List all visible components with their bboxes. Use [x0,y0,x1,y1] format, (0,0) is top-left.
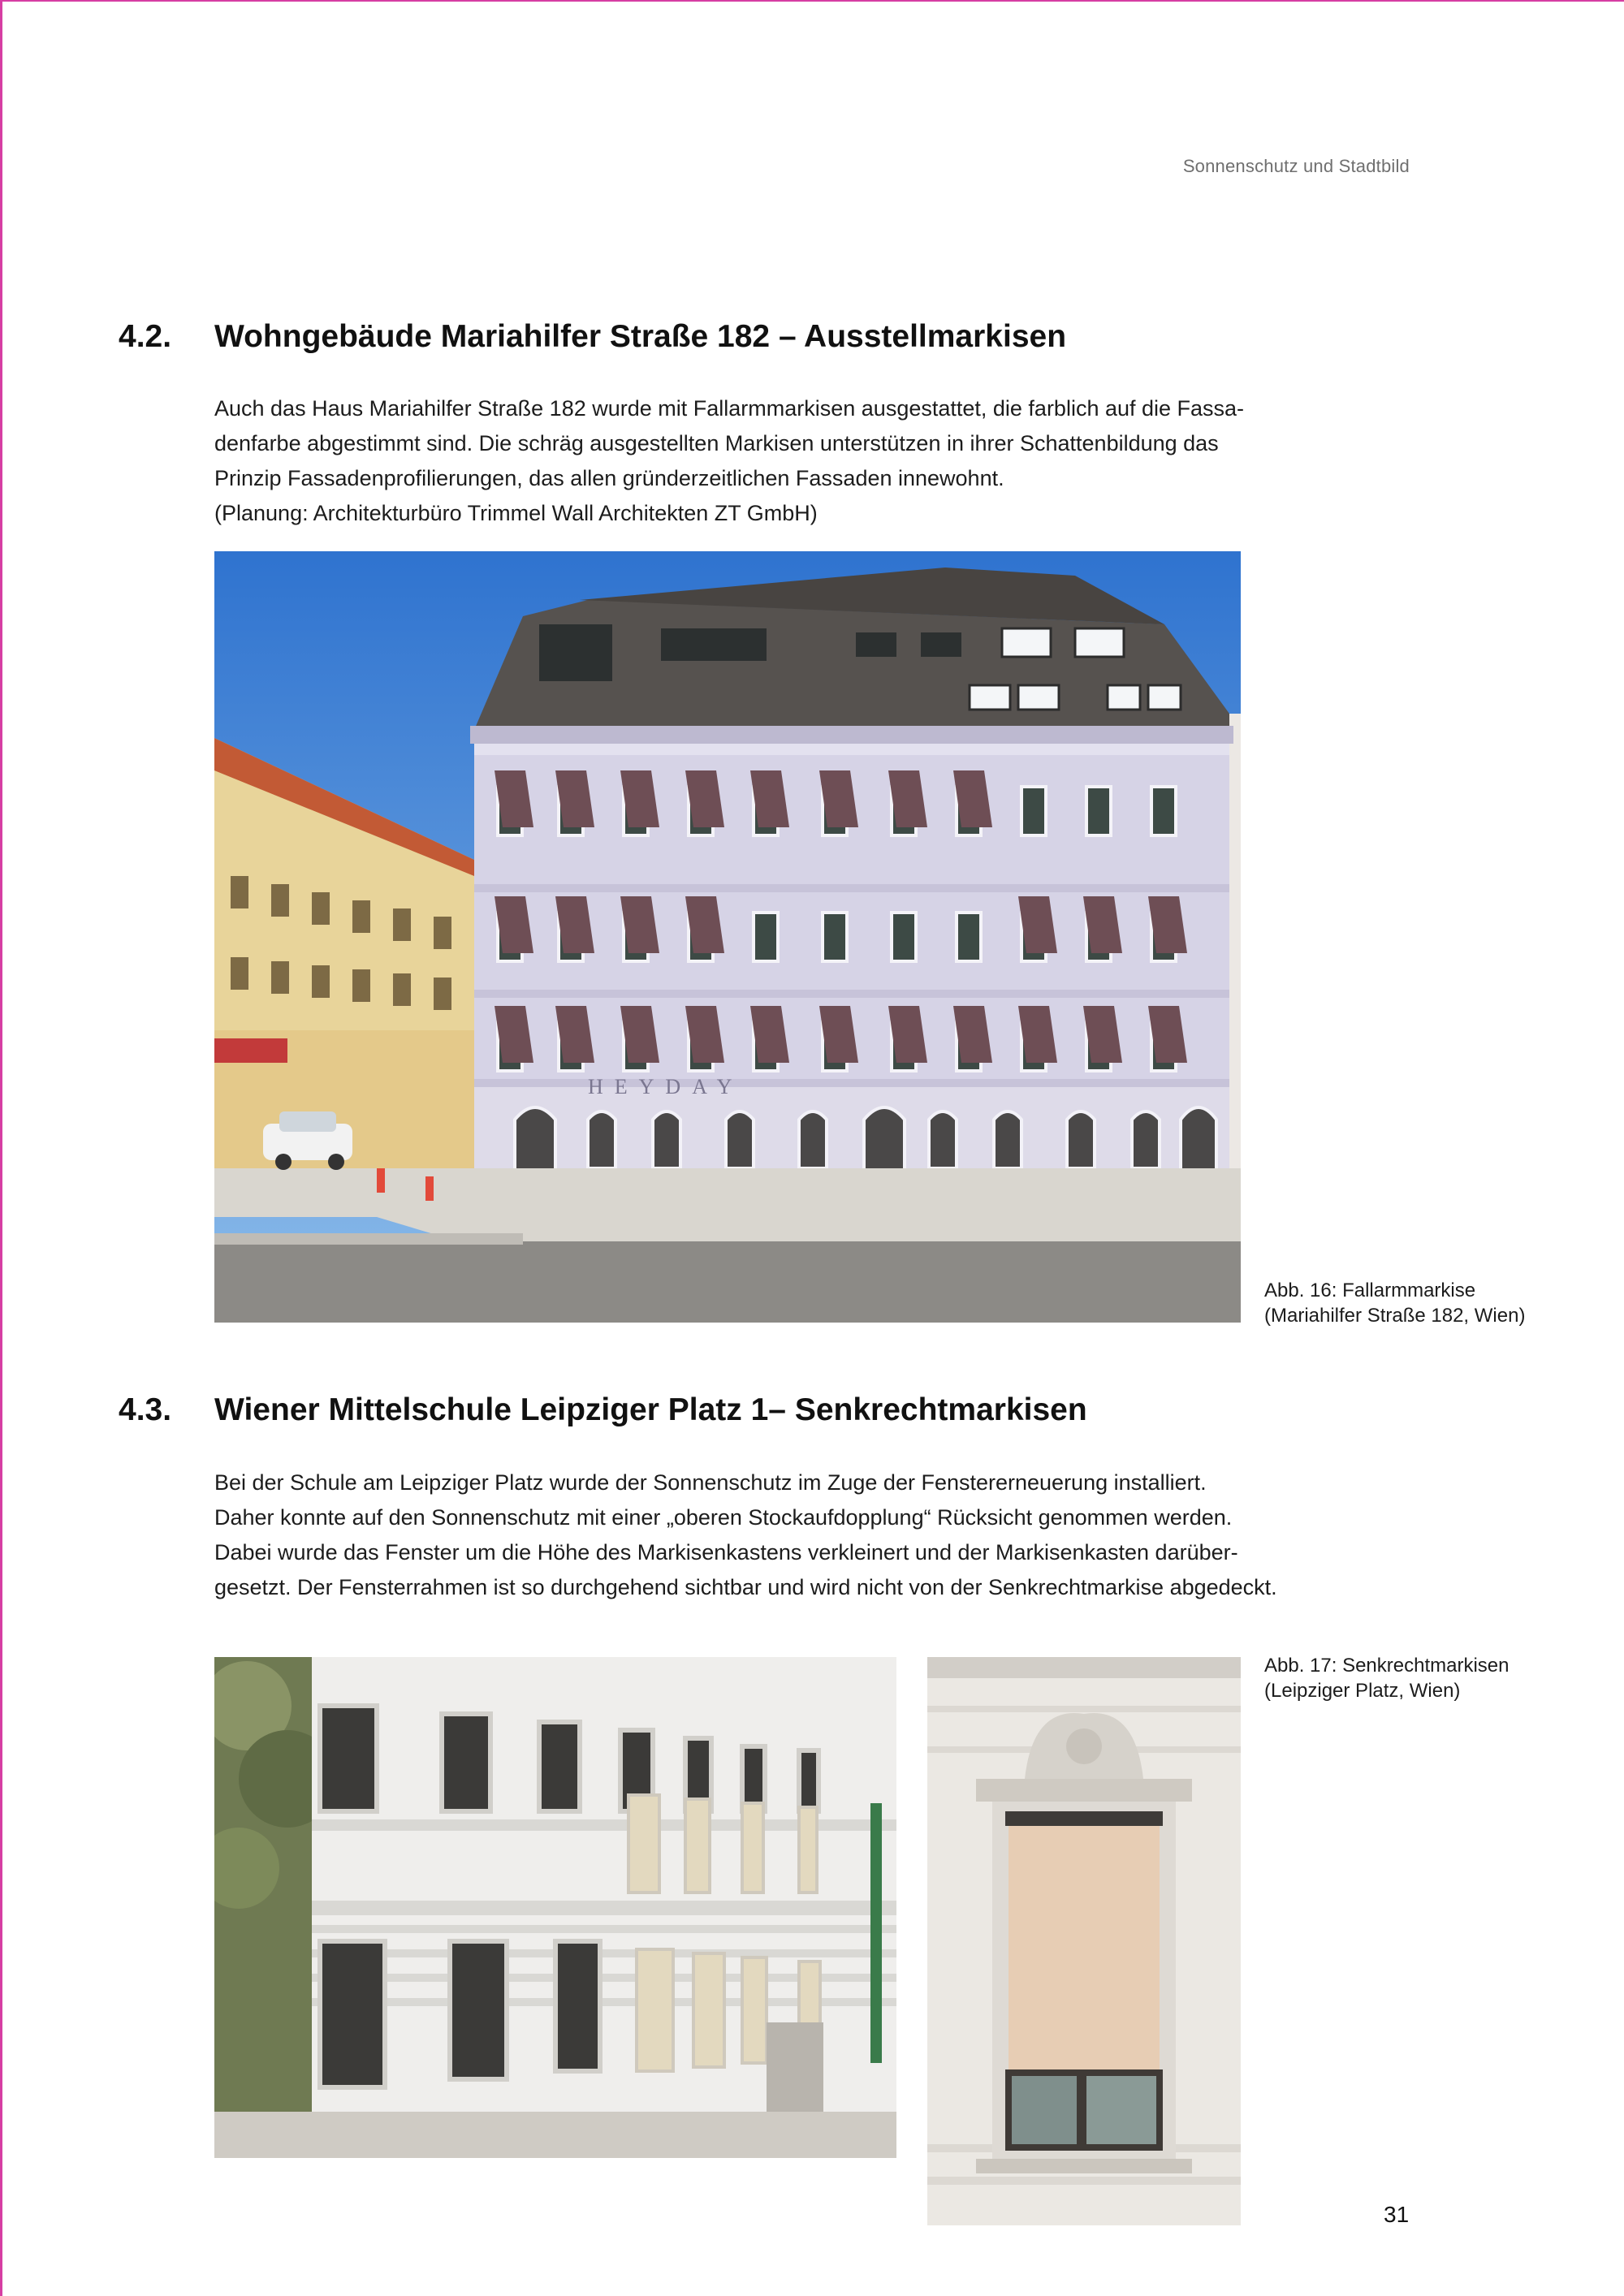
school-facade-photo [214,1657,896,2158]
section-number: 4.3. [119,1392,172,1427]
paragraph-line: denfarbe abgestimmt sind. Die schräg ausgestellten Markisen unterstützen in ihrer Schattenbildung das [214,431,1219,455]
paragraph-line: Auch das Haus Mariahilfer Straße 182 wurde mit Fallarmmarkisen ausgestattet, die farblich auf die Fassa- [214,396,1245,421]
page-edge-marker [0,0,2,2296]
facade-window [754,913,778,961]
section-paragraph [214,391,1294,531]
section-paragraph [214,1465,1294,1605]
facade-window [823,913,847,961]
caption-line: (Leipziger Platz, Wien) [1264,1680,1461,1702]
figure-caption-16 [1264,1278,1525,1328]
paragraph-line: Dabei wurde das Fenster um die Höhe des Markisenkastens verkleinert und der Markisenkasten darüber- [214,1540,1238,1564]
facade-window [892,913,916,961]
facade-window [1086,787,1111,835]
figure-caption-17 [1264,1653,1510,1703]
photo-sign-heyday: HEYDAY [588,1075,744,1098]
running-head: Sonnenschutz und Stadtbild [1182,156,1410,176]
section-title: Wohngebäude Mariahilfer Straße 182 – Ausstellmarkisen [214,319,1067,354]
facade-window [957,913,981,961]
facade-window [1021,787,1046,835]
paragraph-line: gesetzt. Der Fensterrahmen ist so durchgehend sichtbar und wird nicht von der Senkrechtmarkise abgedeckt. [214,1575,1277,1599]
caption-line: Abb. 16: Fallarmmarkise [1264,1280,1476,1301]
paragraph-line: (Planung: Architekturbüro Trimmel Wall Architekten ZT GmbH) [214,501,818,525]
facade-window [1151,787,1176,835]
section-number: 4.2. [119,319,172,354]
paragraph-line: Daher konnte auf den Sonnenschutz mit einer „oberen Stockaufdopplung“ Rücksicht genommen werden. [214,1505,1233,1530]
window-awning-photo [927,1657,1241,2225]
page-edge-marker-top [0,0,1624,2]
paragraph-line: Bei der Schule am Leipziger Platz wurde der Sonnenschutz im Zuge der Fenstererneuerung installiert. [214,1470,1207,1495]
caption-line: (Mariahilfer Straße 182, Wien) [1264,1305,1526,1327]
caption-line: Abb. 17: Senkrechtmarkisen [1264,1655,1510,1677]
paragraph-line: Prinzip Fassadenprofilierungen, das allen gründerzeitlichen Fassaden innewohnt. [214,466,1004,490]
building-photo-mariahilfer [214,551,1241,1323]
section-title: Wiener Mittelschule Leipziger Platz 1– Senkrechtmarkisen [214,1392,1087,1427]
page-number: 31 [1384,2202,1410,2227]
